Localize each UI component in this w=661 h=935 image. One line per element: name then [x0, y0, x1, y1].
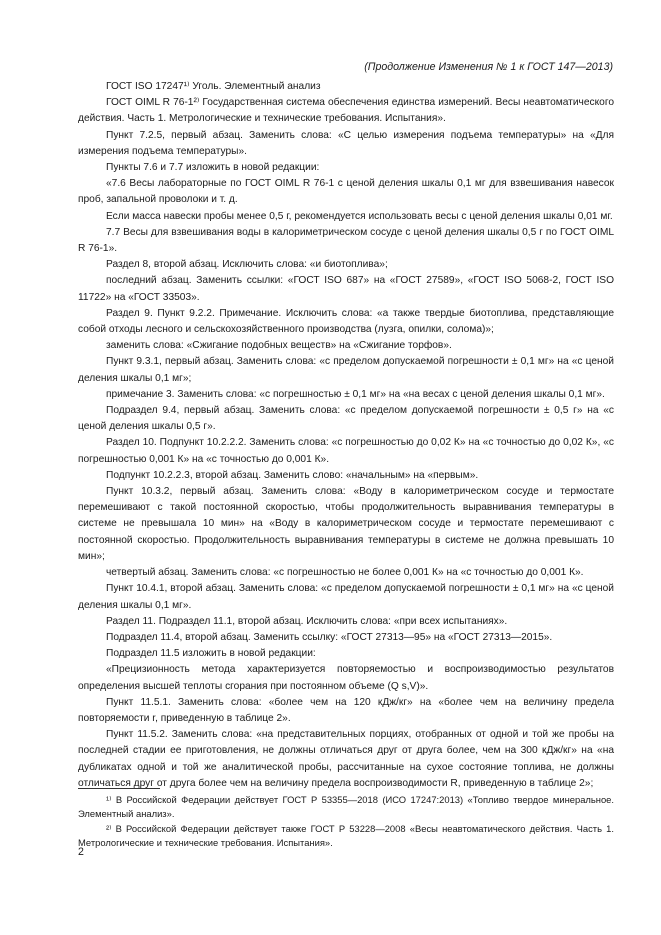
paragraph: Подраздел 11.5 изложить в новой редакции: — [106, 648, 316, 660]
footnotes — [78, 793, 614, 851]
paragraph: Пункт 11.5.2. Заменить слова: «на представительных порциях, отобранных от одной и той же пробы на последней стадии ее приготовления, не должны отличаться друг от друга более, чем на 300 кДж/кг» на «на дубликатах одной и той же аналитической пробы, рассчитанные на сухое состояние топлива, не должны отличаться друг от друга более чем на величину предела воспроизводимости R, приведенную в таблице 2»; — [78, 729, 614, 789]
paragraph: Раздел 10. Подпункт 10.2.2.2. Заменить слова: «с погрешностью до 0,02 К» на «с точностью до 0,02 К», «с погрешностью 0,001 К» на «с точностью до 0,001 К». — [78, 437, 614, 465]
paragraph: 7.7 Весы для взвешивания воды в калориметрическом сосуде с ценой деления шкалы 0,5 г по ГОСТ OIML R 76-1». — [78, 226, 614, 255]
paragraph: заменить слова: «Сжигание подобных веществ» на «Сжигание торфов». — [106, 340, 452, 352]
footnote-divider — [78, 788, 160, 789]
paragraph: Пункт 10.3.2, первый абзац. Заменить слова: «Воду в калориметрическом сосуде и термостате перемешивают с такой постоянной скоростью, чтобы продолжительность выравнивания температуры в системе не превышала 10 мин» на «Воду в калориметрическом сосуде и термостате перемешивают с постоянной скоростью. Продолжительность выравнивания температуры в системе не должна превышать 10 мин»; — [78, 486, 614, 562]
footnote: ¹⁾ В Российской Федерации действует ГОСТ Р 53355—2018 (ИСО 17247:2013) «Топливо твердое минеральное. Элементный анализ». — [78, 794, 614, 819]
paragraph: Раздел 9. Пункт 9.2.2. Примечание. Исключить слова: «а также твердые биотоплива, представляющие собой отходы лесного и сельскохозяйственного производства (лузга, опилки, солома)»; — [78, 307, 614, 336]
footnote: ²⁾ В Российской Федерации действует также ГОСТ Р 53228—2008 «Весы неавтоматического действия. Часть 1. Метрологические и технические требования. Испытания». — [78, 823, 614, 848]
paragraph: ГОСТ OIML R 76-1²⁾ Государственная система обеспечения единства измерений. Весы неавтоматического действия. Часть 1. Метрологические и технические требования. Испытания». — [78, 97, 614, 125]
paragraph: Если масса навески пробы менее 0,5 г, рекомендуется использовать весы с ценой деления шкалы 0,01 мг. — [106, 210, 613, 222]
paragraph: последний абзац. Заменить ссылки: «ГОСТ ISO 687» на «ГОСТ 27589», «ГОСТ ISO 5068-2, ГОСТ ISO 11722» на «ГОСТ 33503». — [78, 275, 614, 303]
page-header: (Продолжение Изменения № 1 к ГОСТ 147—2013) — [364, 61, 613, 73]
paragraph: Подраздел 9.4, первый абзац. Заменить слова: «с пределом допускаемой погрешности ± 0,5 г» на «с ценой деления шкалы 0,5 г». — [78, 405, 614, 433]
paragraph: ГОСТ ISO 17247¹⁾ Уголь. Элементный анализ — [106, 81, 321, 92]
paragraph: Подраздел 11.4, второй абзац. Заменить ссылку: «ГОСТ 27313—95» на «ГОСТ 27313—2015». — [106, 631, 553, 643]
paragraph: «Прецизионность метода характеризуется повторяемостью и воспроизводимостью результатов определения высшей теплоты сгорания при постоянном объеме (Q s,V)». — [78, 664, 614, 692]
paragraph: Раздел 8, второй абзац. Исключить слова: «и биотоплива»; — [106, 259, 388, 271]
document-body — [78, 79, 614, 792]
paragraph: Пункт 7.2.5, первый абзац. Заменить слова: «С целью измерения подъема температуры» на «Для измерения подъема температуры». — [78, 129, 614, 157]
paragraph: Раздел 11. Подраздел 11.1, второй абзац. Исключить слова: «при всех испытаниях». — [106, 615, 508, 627]
paragraph: «7.6 Весы лабораторные по ГОСТ OIML R 76-1 с ценой деления шкалы 0,1 мг для взвешивания навесок проб, запальной проволоки и т. д. — [78, 178, 614, 206]
paragraph: четвертый абзац. Заменить слова: «с погрешностью не более 0,001 К» на «с точностью до 0,001 К». — [106, 567, 584, 579]
paragraph: примечание 3. Заменить слова: «с погрешностью ± 0,1 мг» на «на весах с ценой деления шкалы 0,1 мг». — [106, 388, 605, 400]
paragraph: Пункт 11.5.1. Заменить слова: «более чем на 120 кДж/кг» на «более чем на величину предела повторяемости r, приведенную в таблице 2». — [78, 696, 614, 724]
page-number: 2 — [78, 846, 84, 858]
paragraph: Пункт 9.3.1, первый абзац. Заменить слова: «с пределом допускаемой погрешности ± 0,1 мг» на «с ценой деления шкалы 0,1 мг»; — [78, 356, 614, 384]
paragraph: Подпункт 10.2.2.3, второй абзац. Заменить слово: «начальным» на «первым». — [106, 469, 479, 481]
paragraph: Пункт 10.4.1, второй абзац. Заменить слова: «с пределом допускаемой погрешности ± 0,1 мг» на «с ценой деления шкалы 0,1 мг». — [78, 583, 614, 611]
paragraph: Пункты 7.6 и 7.7 изложить в новой редакции: — [106, 162, 320, 174]
